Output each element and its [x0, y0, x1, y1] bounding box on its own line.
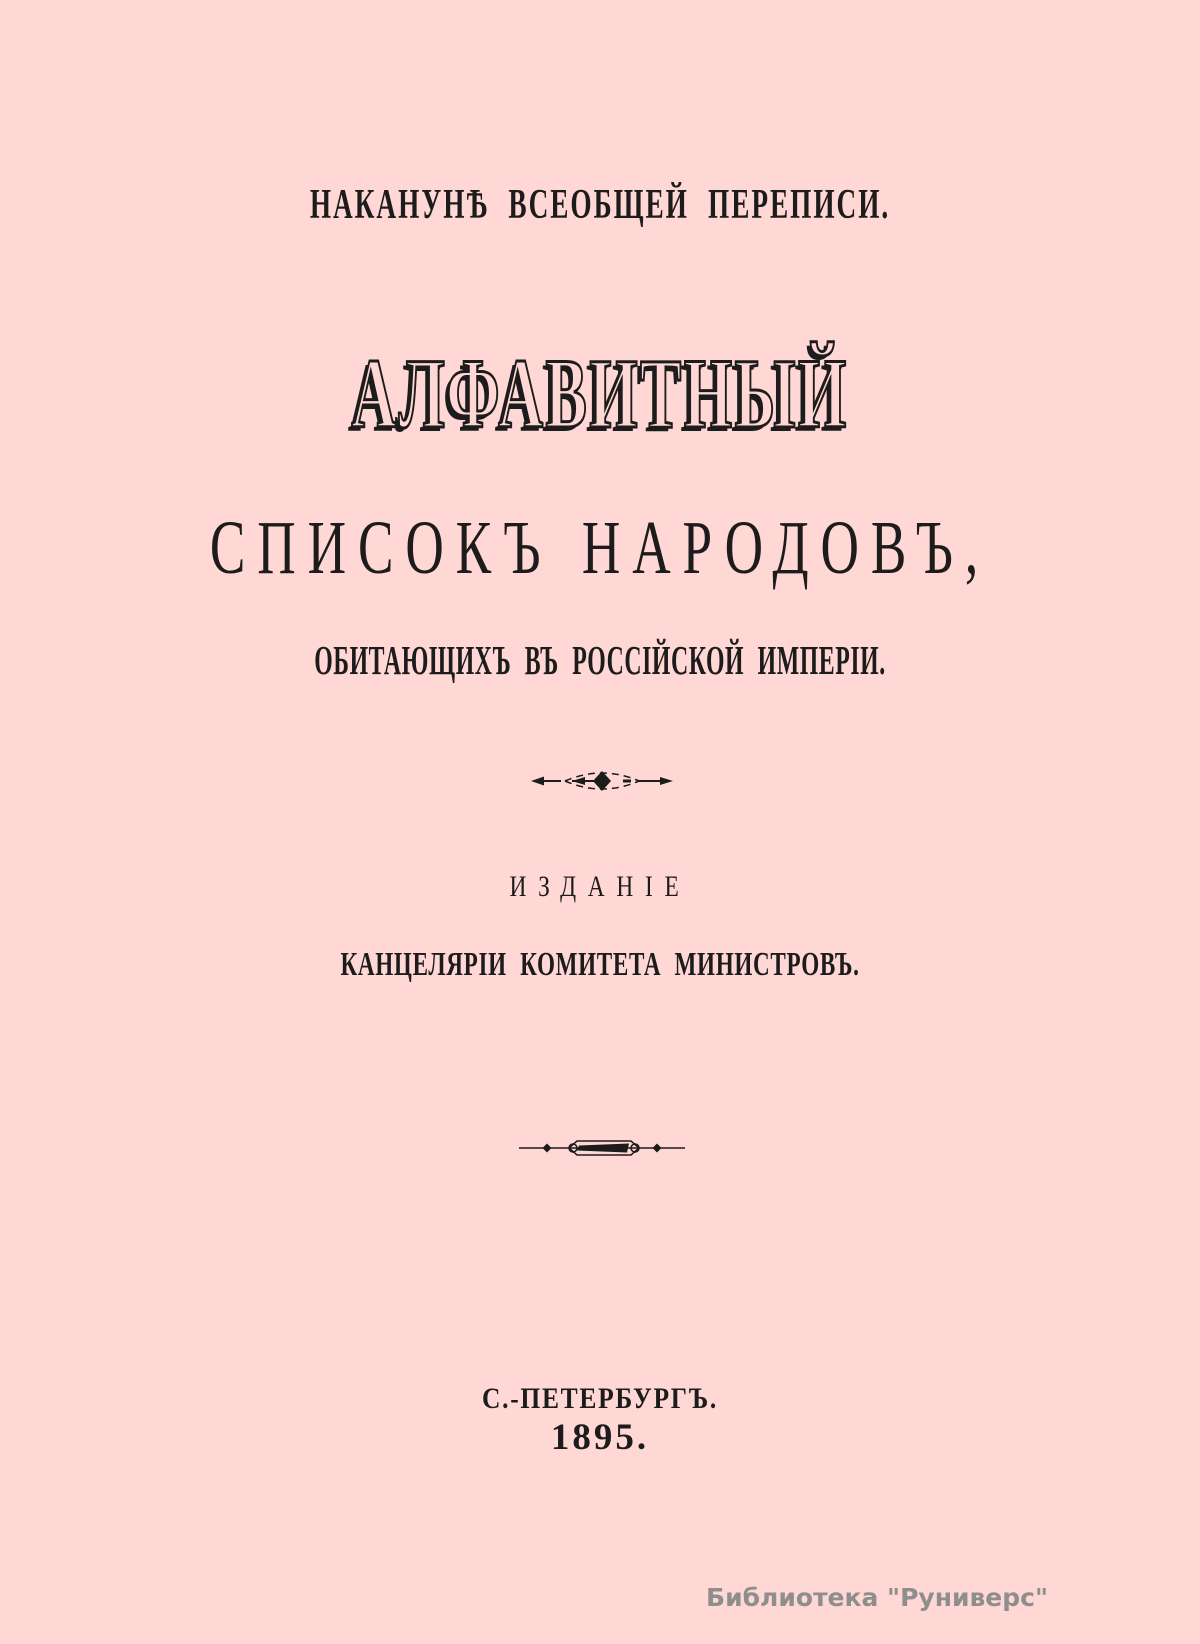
- library-watermark: Библиотека "Руниверс": [706, 1583, 1048, 1612]
- title-line3: ОБИТАЮЩИХЪ ВЪ РОССІЙСКОЙ ИМПЕРІИ.: [314, 637, 886, 683]
- ribbon-diamond-divider-icon: [517, 1136, 687, 1160]
- imprint-year: 1895.: [550, 1417, 650, 1458]
- title-line2: СПИСОКЪ НАРОДОВЪ,: [209, 506, 991, 590]
- edition-label: ИЗДАНІЕ: [509, 870, 691, 903]
- imprint-city: С.-ПЕТЕРБУРГЪ.: [482, 1382, 718, 1415]
- main-title: АЛФАВИТНЫЙ: [351, 338, 849, 449]
- edition-publisher: КАНЦЕЛЯРІИ КОМИТЕТА МИНИСТРОВЪ.: [340, 946, 860, 983]
- arrow-scroll-divider-icon: [527, 767, 677, 795]
- series-header: НАКАНУНѢ ВСЕОБЩЕЙ ПЕРЕПИСИ.: [309, 182, 891, 228]
